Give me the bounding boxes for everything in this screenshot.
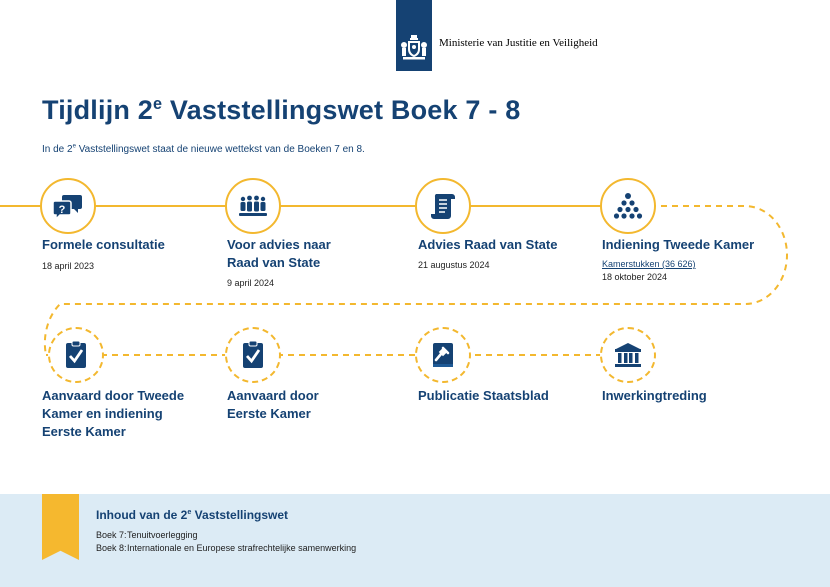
content-row: Boek 8:Internationale en Europese strafrechtelijke samenwerking bbox=[96, 543, 357, 553]
step-label: Aanvaard door Tweede Kamer en indiening Eerste Kamer bbox=[42, 388, 185, 439]
step-icon-circle bbox=[600, 327, 656, 383]
group-people-icon bbox=[237, 190, 269, 222]
speech-bubbles-icon bbox=[52, 190, 84, 222]
step-date: 21 augustus 2024 bbox=[418, 260, 490, 270]
checked-document-icon bbox=[237, 339, 269, 371]
step-icon-circle bbox=[415, 178, 471, 234]
scroll-document-icon bbox=[427, 190, 459, 222]
ministry-name: Ministerie van Justitie en Veiligheid bbox=[439, 37, 598, 49]
page-title: Tijdlijn 2e Vaststellingswet Boek 7 - 8 bbox=[42, 95, 521, 125]
svg-text:?: ? bbox=[58, 204, 66, 216]
step-label: Indiening Tweede Kamer bbox=[602, 237, 755, 252]
step-icon-circle bbox=[415, 327, 471, 383]
bookmark-ribbon-icon bbox=[42, 494, 79, 560]
step-label: Aanvaard door Eerste Kamer bbox=[227, 388, 319, 421]
step-label: Advies Raad van State bbox=[418, 237, 558, 252]
parliament-seats-icon bbox=[612, 190, 644, 222]
content-row: Boek 7:Tenuitvoerlegging bbox=[96, 530, 198, 540]
kamerstukken-link[interactable]: Kamerstukken (36 626) bbox=[602, 259, 696, 269]
step-icon-circle bbox=[225, 178, 281, 234]
checked-document-icon bbox=[60, 339, 92, 371]
content-summary-panel bbox=[0, 494, 830, 587]
government-building-icon bbox=[612, 339, 644, 371]
step-label: Publicatie Staatsblad bbox=[418, 388, 549, 403]
step-icon-circle bbox=[40, 178, 96, 234]
step-icon-circle bbox=[48, 327, 104, 383]
gavel-book-icon bbox=[427, 339, 459, 371]
step-label: Formele consultatie bbox=[42, 237, 165, 252]
step-label: Inwerkingtreding bbox=[602, 388, 707, 403]
intro-text: In de 2e Vaststellingswet staat de nieuwe wettekst van de Boeken 7 en 8. bbox=[42, 143, 365, 155]
step-date: 9 april 2024 bbox=[227, 278, 275, 288]
step-label: Voor advies naar Raad van State bbox=[227, 237, 331, 270]
step-icon-circle bbox=[225, 327, 281, 383]
step-date: 18 oktober 2024 bbox=[602, 272, 668, 282]
step-date: 18 april 2023 bbox=[42, 261, 95, 271]
content-title: Inhoud van de 2e Vaststellingswet bbox=[96, 507, 289, 522]
step-icon-circle bbox=[600, 178, 656, 234]
